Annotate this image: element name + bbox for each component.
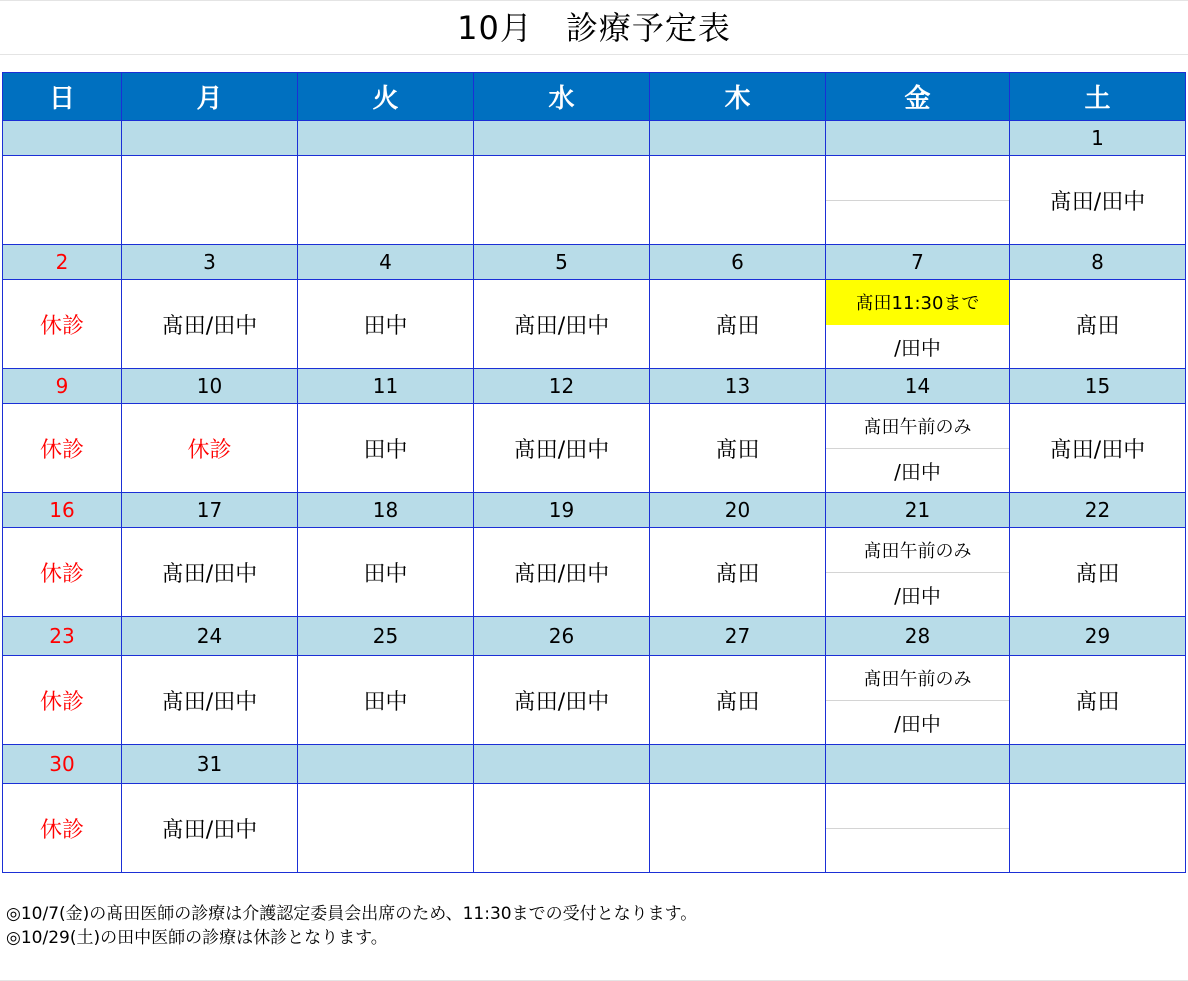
date-number bbox=[474, 121, 650, 156]
schedule-note-top: 髙田午前のみ bbox=[826, 656, 1009, 701]
schedule-cell: 髙田 bbox=[650, 656, 826, 745]
date-row bbox=[3, 745, 1186, 784]
schedule-row bbox=[3, 404, 1186, 493]
schedule-cell: 髙田 bbox=[650, 280, 826, 369]
date-number: 20 bbox=[650, 493, 826, 528]
date-number: 12 bbox=[474, 369, 650, 404]
date-number: 15 bbox=[1010, 369, 1186, 404]
schedule-cell: 髙田/田中 bbox=[474, 280, 650, 369]
schedule-note-bottom bbox=[826, 829, 1009, 873]
date-number: 17 bbox=[122, 493, 298, 528]
schedule-note-top: 髙田午前のみ bbox=[826, 528, 1009, 573]
empty-cell bbox=[1010, 784, 1186, 873]
date-number: 25 bbox=[298, 617, 474, 656]
date-number: 21 bbox=[826, 493, 1010, 528]
closed-day-cell: 休診 bbox=[3, 784, 122, 873]
page-title: 10月 診療予定表 bbox=[457, 9, 731, 47]
date-number bbox=[1010, 745, 1186, 784]
note-line: ◎10/7(金)の髙田医師の診療は介護認定委員会出席のため、11:30までの受付となります。 bbox=[6, 904, 698, 924]
date-number: 9 bbox=[3, 369, 122, 404]
empty-cell bbox=[3, 156, 122, 245]
date-number: 24 bbox=[122, 617, 298, 656]
date-number: 27 bbox=[650, 617, 826, 656]
calendar-body bbox=[3, 121, 1186, 873]
schedule-cell-split bbox=[826, 404, 1010, 493]
schedule-note-bottom: /田中 bbox=[894, 335, 941, 360]
schedule-cell: 髙田/田中 bbox=[1010, 404, 1186, 493]
date-number: 8 bbox=[1010, 245, 1186, 280]
sheet-gridline bbox=[0, 54, 1188, 55]
empty-cell bbox=[122, 156, 298, 245]
date-row bbox=[3, 369, 1186, 404]
schedule-cell: 髙田 bbox=[650, 404, 826, 493]
schedule-cell: 髙田/田中 bbox=[474, 404, 650, 493]
schedule-cell-split bbox=[826, 280, 1010, 369]
date-number: 23 bbox=[3, 617, 122, 656]
schedule-note-top bbox=[826, 784, 1009, 829]
schedule-cell-split bbox=[826, 656, 1010, 745]
schedule-note-top: 髙田午前のみ bbox=[826, 404, 1009, 449]
empty-cell bbox=[474, 784, 650, 873]
closed-day-cell: 休診 bbox=[122, 404, 298, 493]
date-number: 1 bbox=[1010, 121, 1186, 156]
schedule-cell: 髙田/田中 bbox=[122, 784, 298, 873]
date-number: 11 bbox=[298, 369, 474, 404]
date-number: 30 bbox=[3, 745, 122, 784]
date-number bbox=[122, 121, 298, 156]
schedule-cell: 髙田/田中 bbox=[122, 528, 298, 617]
schedule-row bbox=[3, 784, 1186, 873]
schedule-note-bottom: /田中 bbox=[894, 583, 941, 608]
date-number bbox=[3, 121, 122, 156]
date-number: 19 bbox=[474, 493, 650, 528]
date-number: 5 bbox=[474, 245, 650, 280]
date-number bbox=[826, 121, 1010, 156]
empty-cell bbox=[474, 156, 650, 245]
empty-cell bbox=[298, 784, 474, 873]
weekday-fri: 金 bbox=[826, 73, 1010, 121]
schedule-cell: 髙田 bbox=[1010, 280, 1186, 369]
date-number: 31 bbox=[122, 745, 298, 784]
schedule-row bbox=[3, 528, 1186, 617]
weekday-tue: 火 bbox=[298, 73, 474, 121]
date-number bbox=[474, 745, 650, 784]
schedule-note-bottom: /田中 bbox=[894, 711, 941, 736]
date-number: 16 bbox=[3, 493, 122, 528]
date-number: 3 bbox=[122, 245, 298, 280]
date-number: 13 bbox=[650, 369, 826, 404]
weekday-header-row bbox=[3, 73, 1186, 121]
schedule-cell: 髙田/田中 bbox=[122, 280, 298, 369]
schedule-cell-split bbox=[826, 156, 1010, 245]
date-number bbox=[650, 745, 826, 784]
date-number: 14 bbox=[826, 369, 1010, 404]
date-row bbox=[3, 617, 1186, 656]
date-number bbox=[826, 745, 1010, 784]
closed-day-cell: 休診 bbox=[3, 404, 122, 493]
date-number: 26 bbox=[474, 617, 650, 656]
weekday-thu: 木 bbox=[650, 73, 826, 121]
sheet-gridline bbox=[0, 0, 1188, 1]
date-number: 22 bbox=[1010, 493, 1186, 528]
weekday-sun: 日 bbox=[3, 73, 122, 121]
weekday-sat: 土 bbox=[1010, 73, 1186, 121]
schedule-note-highlight: 髙田11:30まで bbox=[826, 280, 1009, 325]
schedule-cell: 髙田 bbox=[650, 528, 826, 617]
schedule-cell: 田中 bbox=[298, 656, 474, 745]
date-number: 4 bbox=[298, 245, 474, 280]
date-number: 18 bbox=[298, 493, 474, 528]
empty-cell bbox=[650, 156, 826, 245]
schedule-cell: 髙田/田中 bbox=[122, 656, 298, 745]
schedule-cell: 田中 bbox=[298, 528, 474, 617]
date-number: 28 bbox=[826, 617, 1010, 656]
date-number: 2 bbox=[3, 245, 122, 280]
date-number bbox=[298, 121, 474, 156]
schedule-cell: 髙田/田中 bbox=[474, 528, 650, 617]
date-row bbox=[3, 493, 1186, 528]
schedule-row bbox=[3, 280, 1186, 369]
calendar-table bbox=[2, 72, 1186, 873]
schedule-cell: 田中 bbox=[298, 404, 474, 493]
schedule-cell: 髙田 bbox=[1010, 656, 1186, 745]
schedule-cell-split bbox=[826, 528, 1010, 617]
date-number: 7 bbox=[826, 245, 1010, 280]
note-line: ◎10/29(土)の田中医師の診療は休診となります。 bbox=[6, 928, 388, 948]
weekday-mon: 月 bbox=[122, 73, 298, 121]
schedule-note-bottom bbox=[826, 201, 1009, 245]
schedule-cell: 田中 bbox=[298, 280, 474, 369]
empty-cell bbox=[298, 156, 474, 245]
date-number: 29 bbox=[1010, 617, 1186, 656]
schedule-cell-split bbox=[826, 784, 1010, 873]
closed-day-cell: 休診 bbox=[3, 656, 122, 745]
closed-day-cell: 休診 bbox=[3, 528, 122, 617]
schedule-cell: 髙田/田中 bbox=[474, 656, 650, 745]
date-number: 6 bbox=[650, 245, 826, 280]
schedule-note-top bbox=[826, 156, 1009, 201]
date-number: 10 bbox=[122, 369, 298, 404]
date-row bbox=[3, 245, 1186, 280]
closed-day-cell: 休診 bbox=[3, 280, 122, 369]
schedule-row bbox=[3, 656, 1186, 745]
date-number bbox=[650, 121, 826, 156]
notes bbox=[6, 902, 697, 950]
date-number bbox=[298, 745, 474, 784]
empty-cell bbox=[650, 784, 826, 873]
weekday-wed: 水 bbox=[474, 73, 650, 121]
schedule-row bbox=[3, 156, 1186, 245]
schedule-cell: 髙田/田中 bbox=[1010, 156, 1186, 245]
schedule-note-bottom: /田中 bbox=[894, 459, 941, 484]
date-row bbox=[3, 121, 1186, 156]
schedule-cell: 髙田 bbox=[1010, 528, 1186, 617]
